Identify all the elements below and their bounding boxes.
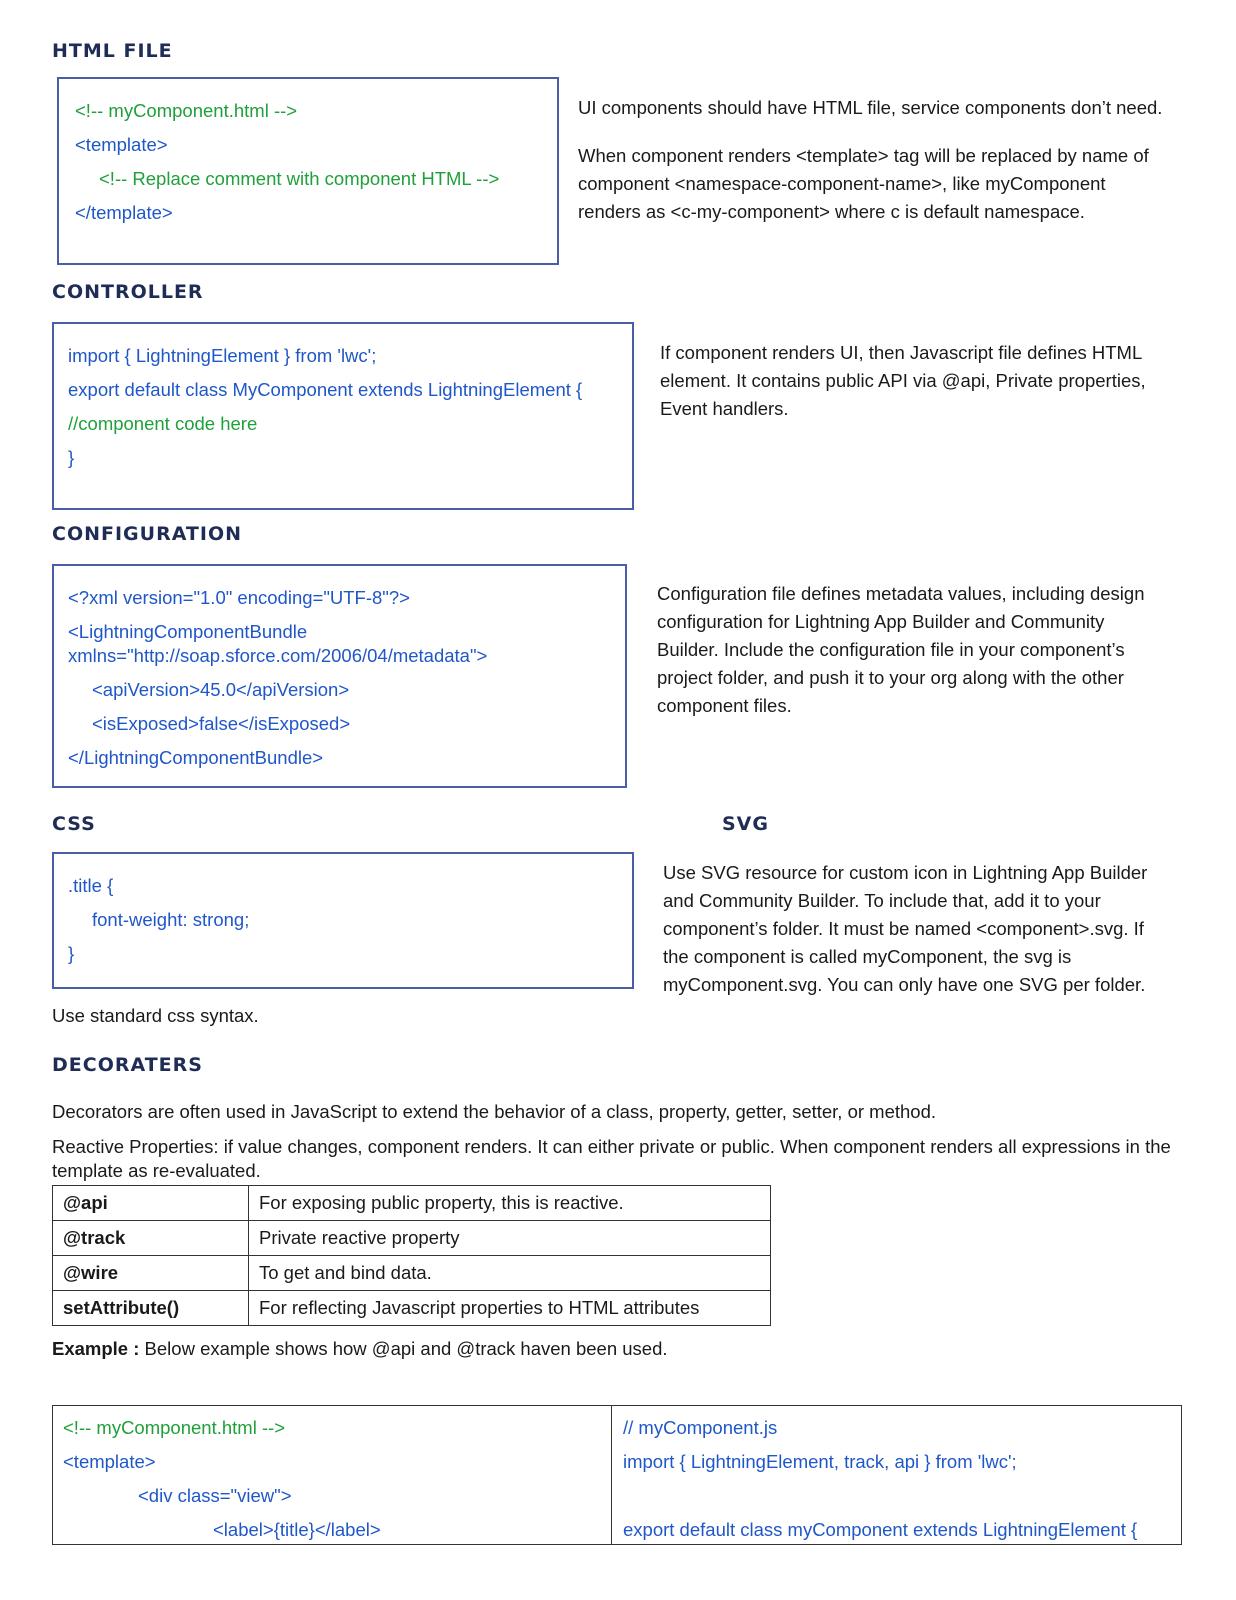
code-line: <isExposed>false</isExposed> xyxy=(92,713,351,734)
example-code-table xyxy=(52,1405,1182,1545)
heading-controller: CONTROLLER xyxy=(52,281,204,303)
code-line: export default class myComponent extends LightningElement { xyxy=(623,1519,1138,1540)
css-note: Use standard css syntax. xyxy=(52,1005,259,1026)
example-label: Example : xyxy=(52,1338,140,1359)
code-line: xmlns="http://soap.sforce.com/2006/04/metadata"> xyxy=(68,645,488,666)
decorator-value: To get and bind data. xyxy=(249,1256,771,1291)
decorator-value: Private reactive property xyxy=(249,1221,771,1256)
code-line: } xyxy=(68,943,75,964)
svg-description: Use SVG resource for custom icon in Lightning App Builder and Community Builder. To include that, add it to your component’s folder. It must be named <component>.svg. If the component is called myComponent, the svg is myComponent.svg. You can only have one SVG per folder. xyxy=(663,862,1148,995)
code-box-css xyxy=(52,852,634,989)
code-line: </template> xyxy=(75,202,173,223)
code-line: <!-- myComponent.html --> xyxy=(75,100,298,121)
controller-description: If component renders UI, then Javascript file defines HTML element. It contains public API via @api, Private properties, Event handlers. xyxy=(660,342,1146,419)
code-line: <template> xyxy=(63,1451,156,1472)
heading-svg: SVG xyxy=(722,813,769,835)
code-line: import { LightningElement } from 'lwc'; xyxy=(68,345,377,366)
decorator-key: setAttribute() xyxy=(53,1291,249,1326)
code-line: font-weight: strong; xyxy=(92,909,250,930)
html-file-description: UI components should have HTML file, service components don’t need. When component renders <template> tag will be replaced by name of component <namespace-component-name>, like myComponent renders as <c-my-component> where c is default namespace. xyxy=(578,97,1163,222)
code-line: import { LightningElement, track, api } from 'lwc'; xyxy=(623,1451,1017,1472)
code-line: <div class="view"> xyxy=(138,1485,292,1506)
example-caption xyxy=(52,1337,668,1361)
code-line: } xyxy=(68,447,75,468)
code-line: //component code here xyxy=(68,413,258,434)
code-line: <!-- myComponent.html --> xyxy=(63,1417,286,1438)
table-row xyxy=(53,1186,771,1221)
code-box-controller xyxy=(52,322,634,510)
table-row xyxy=(53,1256,771,1291)
table-row xyxy=(53,1291,771,1326)
code-line: <LightningComponentBundle xyxy=(68,621,308,642)
code-box-configuration xyxy=(52,564,627,788)
code-line: // myComponent.js xyxy=(623,1417,778,1438)
code-line: <template> xyxy=(75,134,168,155)
reactive-properties-text: Reactive Properties: if value changes, component renders. It can either private or public. When component renders all expressions in the template as re-evaluated. xyxy=(52,1136,1171,1181)
configuration-description: Configuration file defines metadata values, including design configuration for Lightning App Builder and Community Builder. Include the configuration file in your component’s project folder, and push it to your org along with the other component files. xyxy=(657,583,1145,716)
code-line: <label>{title}</label> xyxy=(213,1519,381,1540)
decorator-key: @api xyxy=(53,1186,249,1221)
decorator-key: @wire xyxy=(53,1256,249,1291)
heading-decorators: DECORATERS xyxy=(52,1054,203,1076)
code-box-html-file xyxy=(57,77,559,265)
heading-html-file: HTML FILE xyxy=(52,40,173,62)
decorators-intro: Decorators are often used in JavaScript to extend the behavior of a class, property, getter, setter, or method. xyxy=(52,1101,937,1122)
decorator-value: For exposing public property, this is reactive. xyxy=(249,1186,771,1221)
example-divider xyxy=(611,1406,612,1544)
decorators-table xyxy=(52,1185,771,1326)
heading-configuration: CONFIGURATION xyxy=(52,523,243,545)
code-line: </LightningComponentBundle> xyxy=(68,747,324,768)
code-line: <!-- Replace comment with component HTML --> xyxy=(99,168,500,189)
decorator-value: For reflecting Javascript properties to HTML attributes xyxy=(249,1291,771,1326)
code-line: <apiVersion>45.0</apiVersion> xyxy=(92,679,350,700)
example-text: Below example shows how @api and @track haven been used. xyxy=(144,1338,668,1359)
table-row xyxy=(53,1221,771,1256)
heading-css: CSS xyxy=(52,813,96,835)
code-line: .title { xyxy=(68,875,114,896)
decorator-key: @track xyxy=(53,1221,249,1256)
code-line: export default class MyComponent extends LightningElement { xyxy=(68,379,583,400)
code-line: <?xml version="1.0" encoding="UTF-8"?> xyxy=(68,587,410,608)
